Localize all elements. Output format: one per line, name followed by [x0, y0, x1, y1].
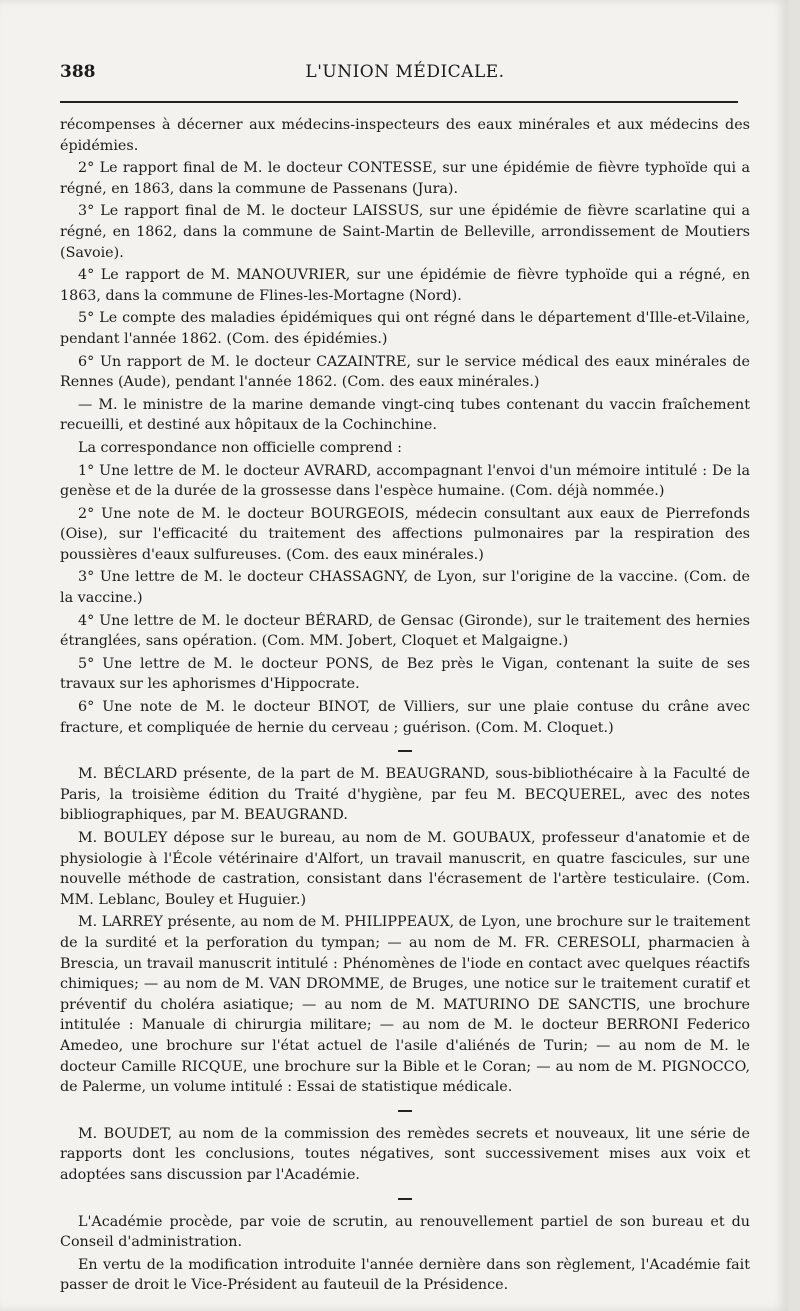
- paragraph-scrutin: L'Académie procède, par voie de scrutin, au renouvellement partiel de son bureau et du Conseil d'administration.: [60, 1213, 750, 1251]
- paragraph-item-3: 3° Le rapport final de M. le docteur LAISSUS, sur une épidémie de fièvre scarlatine qui a régné, en 1862, dans la commune de Saint-Martin de Belleville, arrondissement de Moutiers (Savoie).: [60, 203, 750, 261]
- page-number: 388: [60, 62, 96, 82]
- paragraph-letter-1: 1° Une lettre de M. le docteur AVRARD, accompagnant l'envoi d'un mémoire intitulé : De la genèse et de la durée de la grossesse dans l'espèce humaine. (Com. déjà nommée.): [60, 462, 750, 500]
- paragraph-letter-4: 4° Une lettre de M. le docteur BÉRARD, de Gensac (Gironde), sur le traitement des hernies étranglées, sans opération. (Com. MM. Jobert, Cloquet et Malgaigne.): [60, 612, 750, 650]
- running-title: L'UNION MÉDICALE.: [305, 62, 505, 82]
- document-body: [60, 115, 750, 1298]
- paragraph-reglement: En vertu de la modification introduite l'année dernière dans son règlement, l'Académie fait passer de droit le Vice-Président au fauteuil de la Présidence.: [60, 1256, 750, 1294]
- paragraph-item-6: 6° Un rapport de M. le docteur CAZAINTRE, sur le service médical des eaux minérales de Rennes (Aude), pendant l'année 1862. (Com. des eaux minérales.): [60, 353, 750, 391]
- paragraph-item-5: 5° Le compte des maladies épidémiques qui ont régné dans le département d'Ille-et-Vilaine, pendant l'année 1862. (Com. des épidémies.): [60, 310, 750, 347]
- paragraph-item-4: 4° Le rapport de M. MANOUVRIER, sur une épidémie de fièvre typhoïde qui a régné, en 1863, dans la commune de Flines-les-Mortagne (Nord).: [60, 267, 750, 304]
- paragraph-bouley: M. BOULEY dépose sur le bureau, au nom de M. GOUBAUX, professeur d'anatomie et de physiologie à l'École vétérinaire d'Alfort, un travail manuscrit, en quatre fascicules, sur une nouvelle méthode de castration, consistant dans l'écrasement de l'artère testiculaire. (Com. MM. Leblanc, Bouley et Huguier.): [60, 830, 750, 908]
- paragraph-letter-2: 2° Une note de M. le docteur BOURGEOIS, médecin consultant aux eaux de Pierrefonds (Oise), sur l'efficacité du traitement des affections pulmonaires par la respiration des poussières d'eaux sulfureuses. (Com. des eaux minérales.): [60, 505, 750, 563]
- paragraph-letter-6: 6° Une note de M. le docteur BINOT, de Villiers, sur une plaie contuse du crâne avec fracture, et compliquée de hernie du cerveau ; guérison. (Com. M. Cloquet.): [60, 699, 750, 736]
- section-separator: [60, 1188, 750, 1210]
- header-rule: [60, 101, 738, 103]
- page-header: [60, 60, 750, 94]
- paragraph-item-2: 2° Le rapport final de M. le docteur CONTESSE, sur une épidémie de fièvre typhoïde qui a régné, en 1863, dans la commune de Passenans (Jura).: [60, 160, 750, 197]
- paragraph-beclard: M. BÉCLARD présente, de la part de M. BEAUGRAND, sous-bibliothécaire à la Faculté de Paris, la troisième édition du Traité d'hygiène, par feu M. BECQUEREL, avec des notes bibliographiques, par M. BEAUGRAND.: [60, 766, 750, 824]
- paragraph-continuation: récompenses à décerner aux médecins-inspecteurs des eaux minérales et aux médecins des épidémies.: [60, 117, 750, 154]
- section-separator: [60, 740, 750, 762]
- paragraph-letter-3: 3° Une lettre de M. le docteur CHASSAGNY, de Lyon, sur l'origine de la vaccine. (Com. de la vaccine.): [60, 569, 750, 607]
- paragraph-letter-5: 5° Une lettre de M. le docteur PONS, de Bez près le Vigan, contenant la suite de ses travaux sur les aphorismes d'Hippocrate.: [60, 655, 750, 693]
- paragraph-larrey: M. LARREY présente, au nom de M. PHILIPPEAUX, de Lyon, une brochure sur le traitement de la surdité et la perforation du tympan; — au nom de M. FR. CERESOLI, pharmacien à Brescia, un travail manuscrit intitulé : Phénomènes de l'iode en contact avec quelques réactifs chimiques; — au nom de M. VAN DROMME, de Bruges, une notice sur le traitement curatif et préventif du choléra asiatique; — au nom de M. MATURINO DE SANCTIS, une brochure intitulée : Manuale di chirurgia militare; — au nom de M. le docteur BERRONI Federico Amedeo, une brochure sur l'état actuel de l'asile d'aliénés de Turin; — au nom de M. le docteur Camille RICQUE, une brochure sur la Bible et le Coran; — au nom de M. PIGNOCCO, de Palerme, un volume intitulé : Essai de statistique médicale.: [60, 914, 750, 1096]
- section-separator: [60, 1100, 750, 1122]
- paragraph-correspondence-intro: La correspondance non officielle comprend :: [78, 439, 402, 456]
- paragraph-minister: — M. le ministre de la marine demande vingt-cinq tubes contenant du vaccin fraîchement recueilli, et destiné aux hôpitaux de la Cochinchine.: [60, 396, 750, 434]
- paragraph-boudet: M. BOUDET, au nom de la commission des remèdes secrets et nouveaux, lit une série de rapports dont les conclusions, toutes négatives, sont successivement mises aux voix et adoptées sans discussion par l'Académie.: [60, 1125, 750, 1183]
